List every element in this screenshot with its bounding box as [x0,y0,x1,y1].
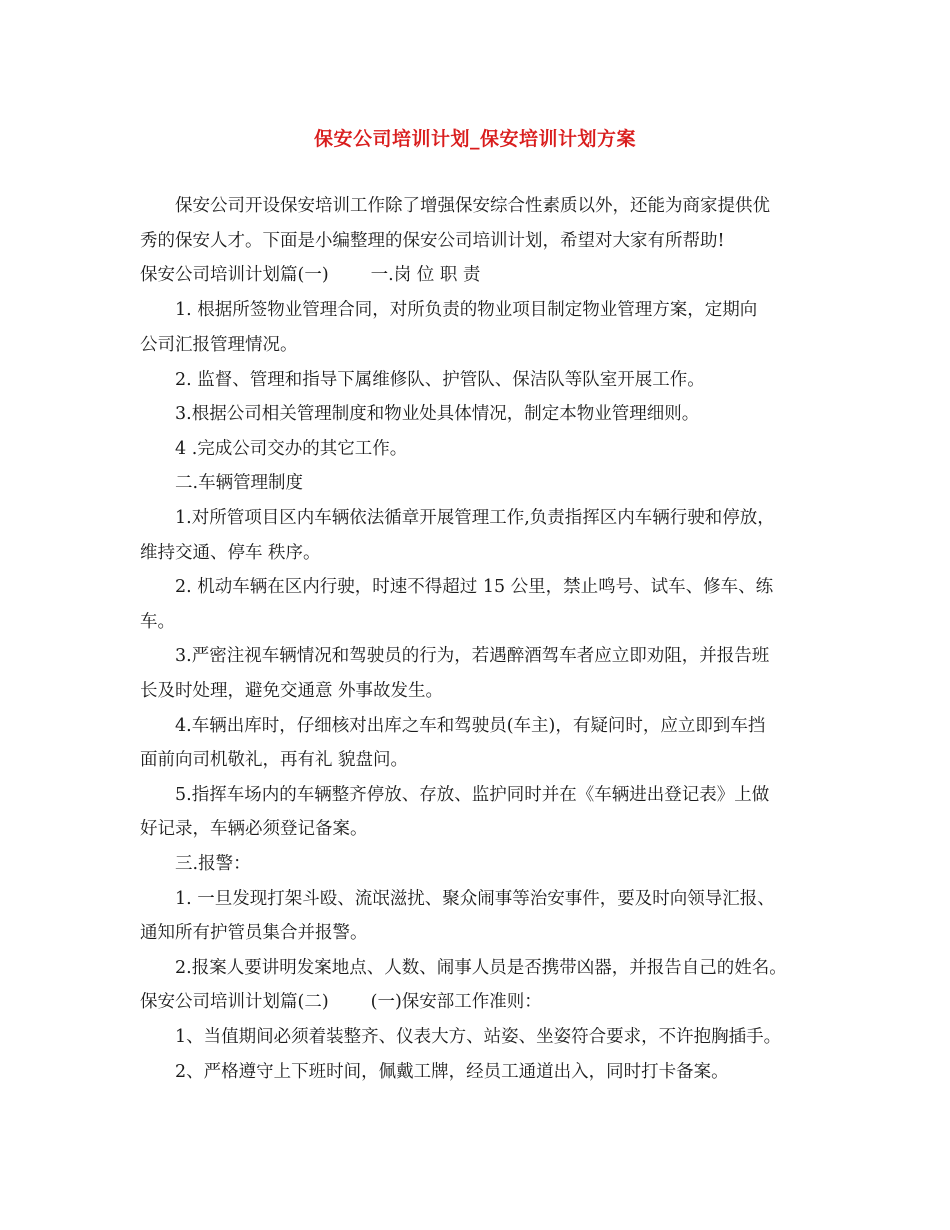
section-heading-line [140,264,480,286]
paragraph-line: 2、严格遵守上下班时间，佩戴工牌，经员工通道出入，同时打卡备案。 [175,1062,729,1082]
paragraph-line: 3.根据公司相关管理制度和物业处具体情况，制定本物业管理细则。 [175,404,700,424]
section-heading: 保安公司培训计划篇(一) [140,265,329,285]
paragraph-line: 1、当值期间必须着装整齐、仪表大方、站姿、坐姿符合要求，不许抱胸插手。 [175,1027,782,1047]
subsection-heading: 一.岗 位 职 责 [370,265,481,285]
paragraph-line: 4.车辆出库时，仔细核对出库之车和驾驶员(车主)，有疑问时，应立即到车挡 [175,716,766,736]
paragraph-line: 好记录，车辆必须登记备案。 [140,819,368,839]
subsection-heading: (一)保安部工作准则： [370,992,542,1012]
paragraph-line: 2. 监督、管理和指导下属维修队、护管队、保洁队等队室开展工作。 [175,370,705,390]
paragraph-line: 公司汇报管理情况。 [140,335,298,355]
paragraph-line: 5.指挥车场内的车辆整齐停放、存放、监护同时并在《车辆进出登记表》上做 [175,785,770,805]
paragraph-line: 1. 根据所签物业管理合同，对所负责的物业项目制定物业管理方案，定期向 [175,300,758,320]
section-heading-line [140,991,542,1013]
paragraph-line: 面前向司机敬礼，再有礼 貌盘问。 [140,750,409,770]
document-title: 保安公司培训计划_保安培训计划方案 [313,128,636,150]
paragraph-line: 维持交通、停车 秩序。 [140,543,321,563]
subsection-heading: 三.报警： [175,854,251,874]
paragraph-line: 2.报案人要讲明发案地点、人数、闹事人员是否携带凶器，并报告自己的姓名。 [175,958,787,978]
paragraph-line: 长及时处理，避免交通意 外事故发生。 [140,681,444,701]
paragraph-line: 2. 机动车辆在区内行驶，时速不得超过 15 公里，禁止鸣号、试车、修车、练 [175,577,774,597]
paragraph-line: 4 .完成公司交办的其它工作。 [175,439,408,459]
paragraph-line: 3.严密注视车辆情况和驾驶员的行为，若遇醉酒驾车者应立即劝阻，并报告班 [175,646,770,666]
section-heading: 保安公司培训计划篇(二) [140,992,329,1012]
paragraph-line: 秀的保安人才。下面是小编整理的保安公司培训计划，希望对大家有所帮助! [140,231,725,251]
paragraph-line: 通知所有护管员集合并报警。 [140,923,368,943]
paragraph-line: 车。 [140,612,175,632]
paragraph-line: 1. 一旦发现打架斗殴、流氓滋扰、聚众闹事等治安事件，要及时向领导汇报、 [175,889,775,909]
subsection-heading: 二.车辆管理制度 [175,473,304,493]
paragraph-line: 1.对所管项目区内车辆依法循章开展管理工作,负责指挥区内车辆行驶和停放， [175,508,775,528]
paragraph-line: 保安公司开设保安培训工作除了增强保安综合性素质以外，还能为商家提供优 [175,196,770,216]
